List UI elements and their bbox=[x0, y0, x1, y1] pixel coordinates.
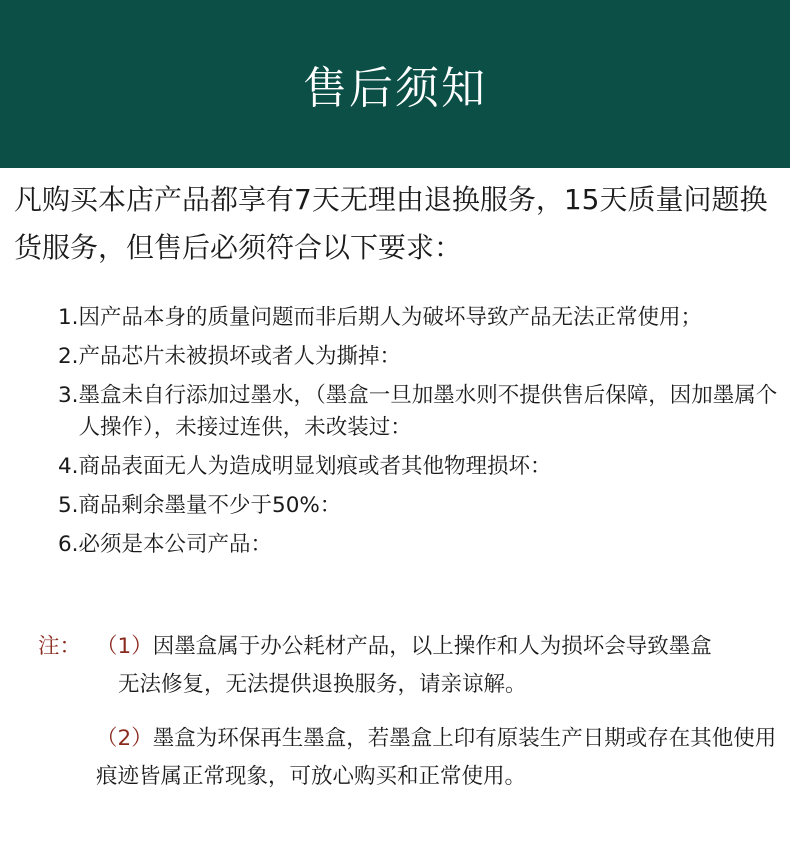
requirement-text: 必须是本公司产品： bbox=[78, 532, 273, 557]
note-label: 注： bbox=[38, 634, 82, 659]
requirement-text: 墨盒未自行添加过墨水，（墨盒一旦加墨水则不提供售后保障，因加墨属个人操作），未接过连供，未改装过： bbox=[78, 383, 778, 440]
note-1-first-line-wrap bbox=[96, 628, 778, 666]
requirement-item-4 bbox=[58, 451, 780, 483]
requirement-text: 商品剩余墨量不少于50%： bbox=[78, 493, 342, 518]
page-title: 售后须知 bbox=[303, 63, 487, 114]
note-number: （2） bbox=[96, 726, 153, 751]
requirement-number: 6. bbox=[58, 532, 79, 557]
header-banner bbox=[0, 0, 790, 168]
requirement-item-3 bbox=[58, 380, 780, 444]
requirement-item-1 bbox=[58, 302, 780, 334]
note-item-2 bbox=[38, 720, 778, 796]
note-1-line-1: 因墨盒属于办公耗材产品，以上操作和人为损坏会导致墨盒 bbox=[152, 634, 712, 659]
requirements-list bbox=[58, 302, 780, 568]
note-1-continuation bbox=[38, 666, 778, 704]
note-number: （1） bbox=[96, 634, 153, 659]
note-2-text: 墨盒为环保再生墨盒，若墨盒上印有原装生产日期或存在其他使用痕迹皆属正常现象，可放心购买和正常使用。 bbox=[96, 726, 777, 789]
requirement-number: 4. bbox=[58, 454, 79, 479]
requirement-text: 因产品本身的质量问题而非后期人为破坏导致产品无法正常使用； bbox=[78, 305, 703, 330]
requirement-number: 5. bbox=[58, 493, 79, 518]
requirement-number: 3. bbox=[58, 383, 79, 408]
requirement-number: 2. bbox=[58, 344, 79, 369]
note-1-line-2: 无法修复，无法提供退换服务，请亲谅解。 bbox=[118, 672, 527, 697]
note-item-1 bbox=[38, 628, 778, 666]
intro-paragraph: 凡购买本店产品都享有7天无理由退换服务，15天质量问题换货服务，但售后必须符合以下要求： bbox=[14, 183, 768, 264]
requirement-text: 商品表面无人为造成明显划痕或者其他物理损坏： bbox=[78, 454, 552, 479]
requirement-text: 产品芯片未被损坏或者人为撕掉： bbox=[78, 344, 402, 369]
requirement-item-2 bbox=[58, 341, 780, 373]
requirement-item-5 bbox=[58, 490, 780, 522]
notes-section bbox=[38, 628, 778, 796]
requirement-number: 1. bbox=[58, 305, 79, 330]
requirement-item-6 bbox=[58, 529, 780, 561]
